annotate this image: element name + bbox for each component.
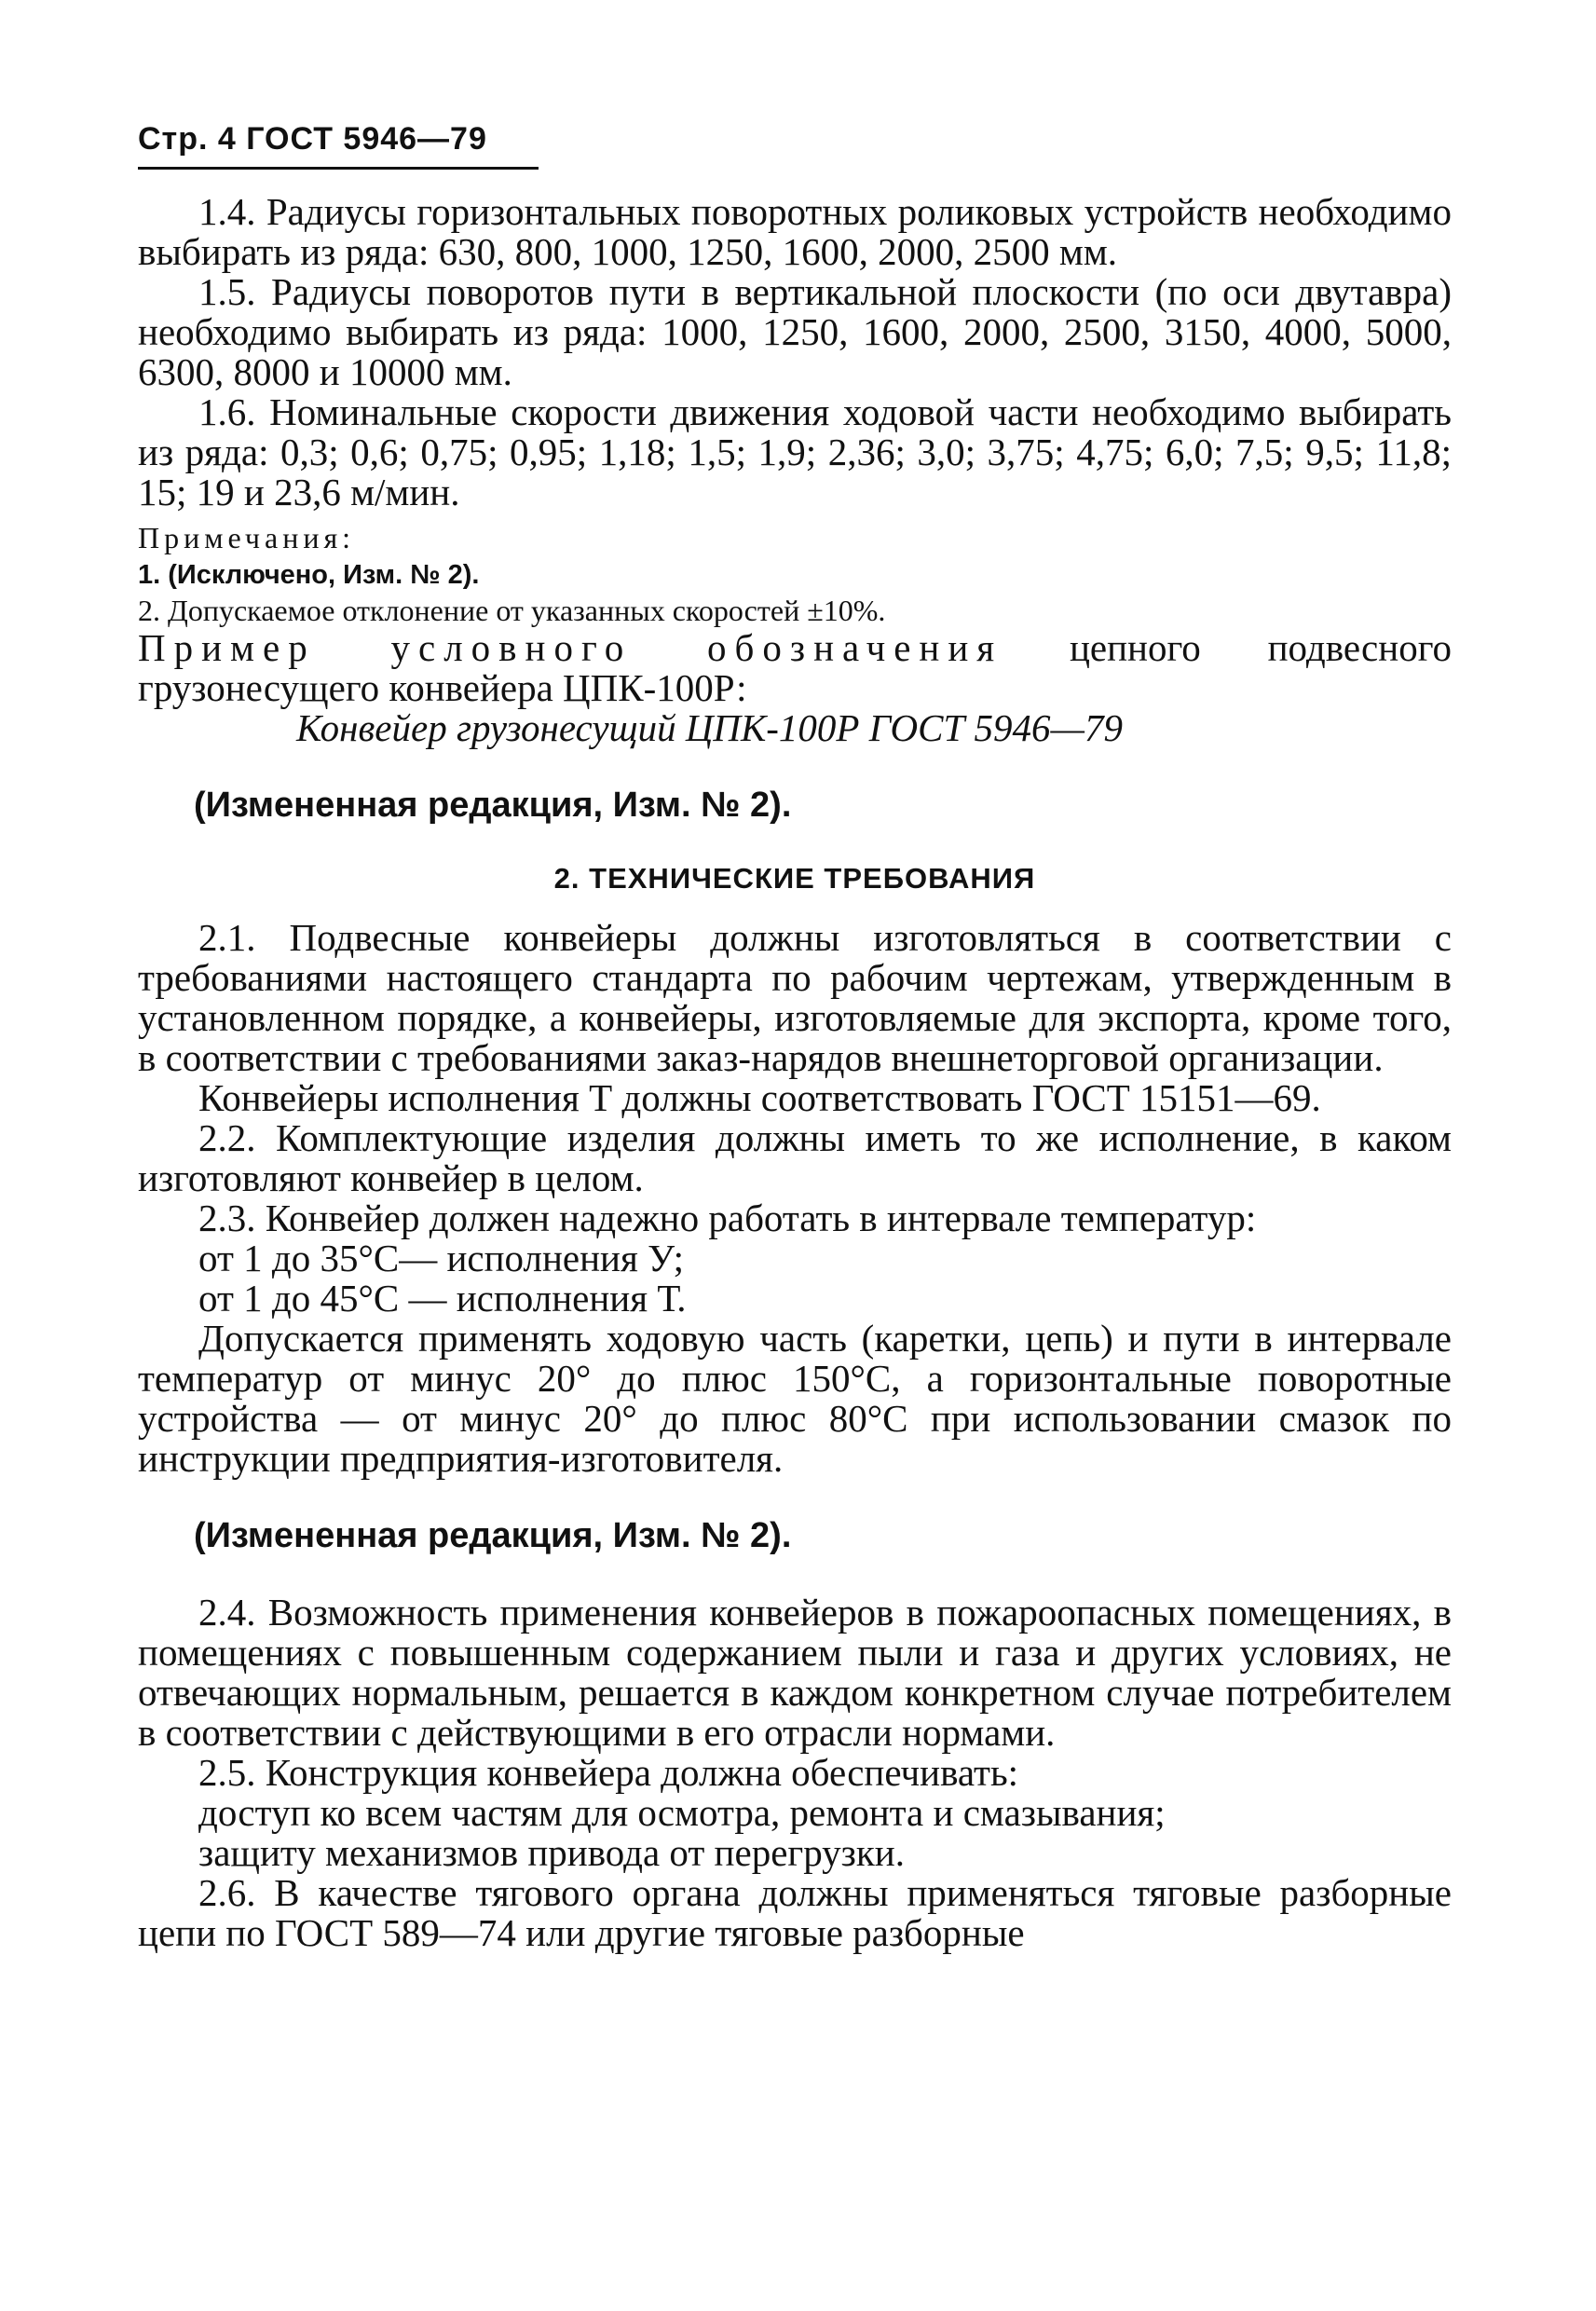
paragraph-2-5: 2.5. Конструкция конвейера должна обеспечивать: — [198, 1751, 1019, 1794]
note-2: 2. Допускаемое отклонение от указанных скоростей ±10%. — [138, 594, 886, 627]
notes-title: Примечания: — [138, 521, 356, 554]
designation-example-italic: Конвейер грузонесущий ЦПК-100Р ГОСТ 5946—79 — [296, 706, 1123, 749]
temperature-item-2: от 1 до 45°С — исполнения Т. — [198, 1277, 687, 1320]
paragraph-2-2: 2.2. Комплектующие изделия должны иметь то же исполнение, в каком изготовляют конвейер в целом. — [138, 1116, 1452, 1199]
paragraph-1-5: 1.5. Радиусы поворотов пути в вертикальной плоскости (по оси двутавра) необходимо выбирать из ряда: 1000, 1250, 1600, 2000, 2500, 3150, 4000, 5000, 6300, 8000 и 10000 мм. — [138, 270, 1452, 393]
paragraph-1-6: 1.6. Номинальные скорости движения ходовой части необходимо выбирать из ряда: 0,3; 0,6; 0,75; 0,95; 1,18; 1,5; 1,9; 2,36; 3,0; 3,75; 4,75; 6,0; 7,5; 9,5; 11,8; 15; 19 и 23,6 м/мин. — [138, 390, 1452, 513]
paragraph-2-1b: Конвейеры исполнения Т должны соответствовать ГОСТ 15151—69. — [198, 1076, 1321, 1119]
page-header: Стр. 4 ГОСТ 5946—79 — [138, 121, 539, 170]
paragraph-1-4: 1.4. Радиусы горизонтальных поворотных роликовых устройств необходимо выбирать из ряда: 630, 800, 1000, 1250, 1600, 2000, 2500 мм. — [138, 190, 1452, 273]
paragraph-2-6: 2.6. В качестве тягового органа должны применяться тяговые разборные цепи по ГОСТ 589—74 или другие тяговые разборные — [138, 1871, 1452, 1954]
designation-example-rest: цепного подвесного грузонесущего конвейера ЦПК-100Р: — [138, 626, 1452, 709]
paragraph-2-3: 2.3. Конвейер должен надежно работать в интервале температур: — [198, 1197, 1257, 1239]
section-2-title: 2. ТЕХНИЧЕСКИЕ ТРЕБОВАНИЯ — [553, 862, 1036, 895]
paragraph-2-3b: Допускается применять ходовую часть (каретки, цепь) и пути в интервале температур от минус 20° до плюс 150°С, а горизонтальные поворотные устройства — от минус 20° до плюс 80°С при использовании смазок по инструкции предприятия-изготовителя. — [138, 1317, 1452, 1480]
edition-note-2: (Измененная редакция, Изм. № 2). — [194, 1516, 792, 1555]
document-page — [138, 121, 1452, 1953]
note-1 — [138, 555, 1452, 593]
construction-item-2: защиту механизмов привода от перегрузки. — [198, 1831, 905, 1874]
temperature-item-1: от 1 до 35°С— исполнения У; — [198, 1237, 684, 1279]
paragraph-2-1: 2.1. Подвесные конвейеры должны изготовляться в соответствии с требованиями настоящего стандарта по рабочим чертежам, утвержденным в установленном порядке, а конвейеры, изготовляемые для экспорта, кроме того, в соответствии с требованиями заказ-нарядов внешнеторговой организации. — [138, 916, 1452, 1079]
edition-note-1: (Измененная редакция, Изм. № 2). — [194, 786, 792, 825]
paragraph-2-4: 2.4. Возможность применения конвейеров в пожароопасных помещениях, в помещениях с повышенным содержанием пыли и газа и других условиях, не отвечающих нормальным, решается в каждом конкретном случае потребителем в соответствии с действующими в его отрасли нормами. — [138, 1591, 1452, 1754]
designation-example-spaced: Пример условного обозначения — [138, 626, 1003, 669]
designation-example — [138, 628, 1452, 708]
construction-item-1: доступ ко всем частям для осмотра, ремонта и смазывания; — [198, 1791, 1166, 1834]
note-1-text: 1. (Исключено, Изм. № 2). — [138, 560, 480, 590]
